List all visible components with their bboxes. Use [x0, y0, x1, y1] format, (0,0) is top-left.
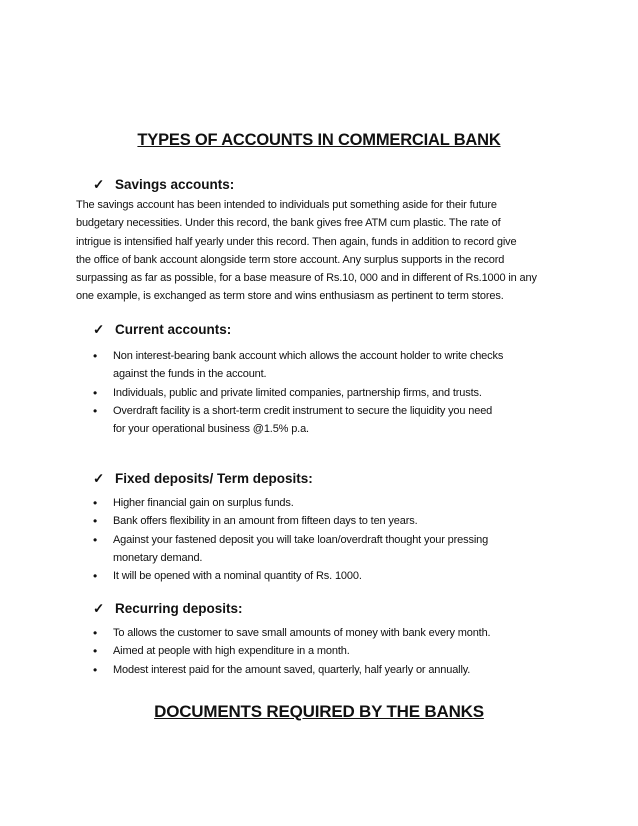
check-icon: ✓ — [93, 471, 105, 486]
heading-text: Fixed deposits/ Term deposits: — [115, 471, 313, 486]
list-item — [93, 624, 593, 642]
list-item — [93, 512, 593, 530]
paragraph-line: The savings account has been intended to individuals put something aside for their future — [76, 199, 497, 211]
heading-text: Savings accounts: — [115, 177, 235, 192]
heading-text: Current accounts: — [115, 322, 232, 337]
bullet-icon: • — [93, 644, 98, 659]
list-item-line: Aimed at people with high expenditure in a month. — [113, 645, 350, 658]
paragraph-line: budgetary necessities. Under this record, the bank gives free ATM cum plastic. The rate of — [76, 217, 501, 230]
paragraph-line: one example, is exchanged as term store and wins enthusiasm as pertinent to term stores. — [76, 290, 504, 303]
list-item — [93, 661, 593, 679]
list-item-line: Bank offers flexibility in an amount from fifteen days to ten years. — [113, 515, 418, 528]
check-icon: ✓ — [93, 177, 105, 192]
section-heading-recurring — [93, 601, 243, 617]
list-item — [93, 567, 593, 585]
bullet-icon: • — [93, 349, 98, 363]
documents-title: DOCUMENTS REQUIRED BY THE BANKS — [154, 702, 484, 721]
list-item-line: for your operational business @1.5% p.a. — [113, 423, 309, 436]
paragraph-line: intrigue is intensified half yearly under this record. Then again, funds in addition to record give — [76, 235, 517, 248]
check-icon: ✓ — [93, 601, 105, 616]
list-item-line: against the funds in the account. — [113, 368, 267, 381]
list-item-line: monetary demand. — [113, 551, 203, 564]
paragraph-line: the office of bank account alongside term store account. Any surplus supports in the record — [76, 253, 505, 266]
bullet-icon: • — [93, 385, 98, 400]
heading-text: Recurring deposits: — [115, 601, 243, 616]
page-title: TYPES OF ACCOUNTS IN COMMERCIAL BANK — [137, 131, 501, 149]
current-list — [93, 347, 593, 438]
list-item — [93, 402, 593, 439]
list-item — [93, 384, 593, 402]
recurring-list — [93, 624, 593, 679]
section-heading-savings — [93, 177, 234, 193]
list-item-line: Overdraft facility is a short-term credit instrument to secure the liquidity you need — [113, 404, 493, 417]
list-item — [93, 531, 593, 568]
section-heading-fixed — [93, 471, 313, 487]
bullet-icon: • — [93, 403, 98, 418]
bullet-icon: • — [93, 626, 98, 640]
list-item — [93, 347, 593, 384]
check-icon: ✓ — [93, 322, 105, 337]
list-item-line: Non interest-bearing bank account which allows the account holder to write checks — [113, 350, 504, 362]
savings-paragraph — [76, 196, 576, 306]
bullet-icon: • — [93, 532, 98, 547]
list-item-line: It will be opened with a nominal quantity of Rs. 1000. — [113, 570, 362, 583]
list-item-line: Against your fastened deposit you will take loan/overdraft thought your pressing — [113, 533, 489, 546]
bullet-icon: • — [93, 569, 98, 584]
list-item — [93, 494, 593, 512]
list-item — [93, 642, 593, 660]
bullet-icon: • — [93, 514, 98, 529]
bullet-icon: • — [93, 662, 98, 677]
bullet-icon: • — [93, 496, 98, 510]
list-item-line: Higher financial gain on surplus funds. — [113, 497, 294, 509]
paragraph-line: surpassing as far as possible, for a base measure of Rs.10, 000 and in different of Rs.1000 in any — [76, 272, 537, 285]
section-heading-current — [93, 322, 231, 338]
list-item-line: Individuals, public and private limited companies, partnership firms, and trusts. — [113, 386, 482, 399]
list-item-line: Modest interest paid for the amount saved, quarterly, half yearly or annually. — [113, 663, 471, 676]
fixed-list — [93, 494, 593, 585]
list-item-line: To allows the customer to save small amounts of money with bank every month. — [113, 627, 491, 639]
